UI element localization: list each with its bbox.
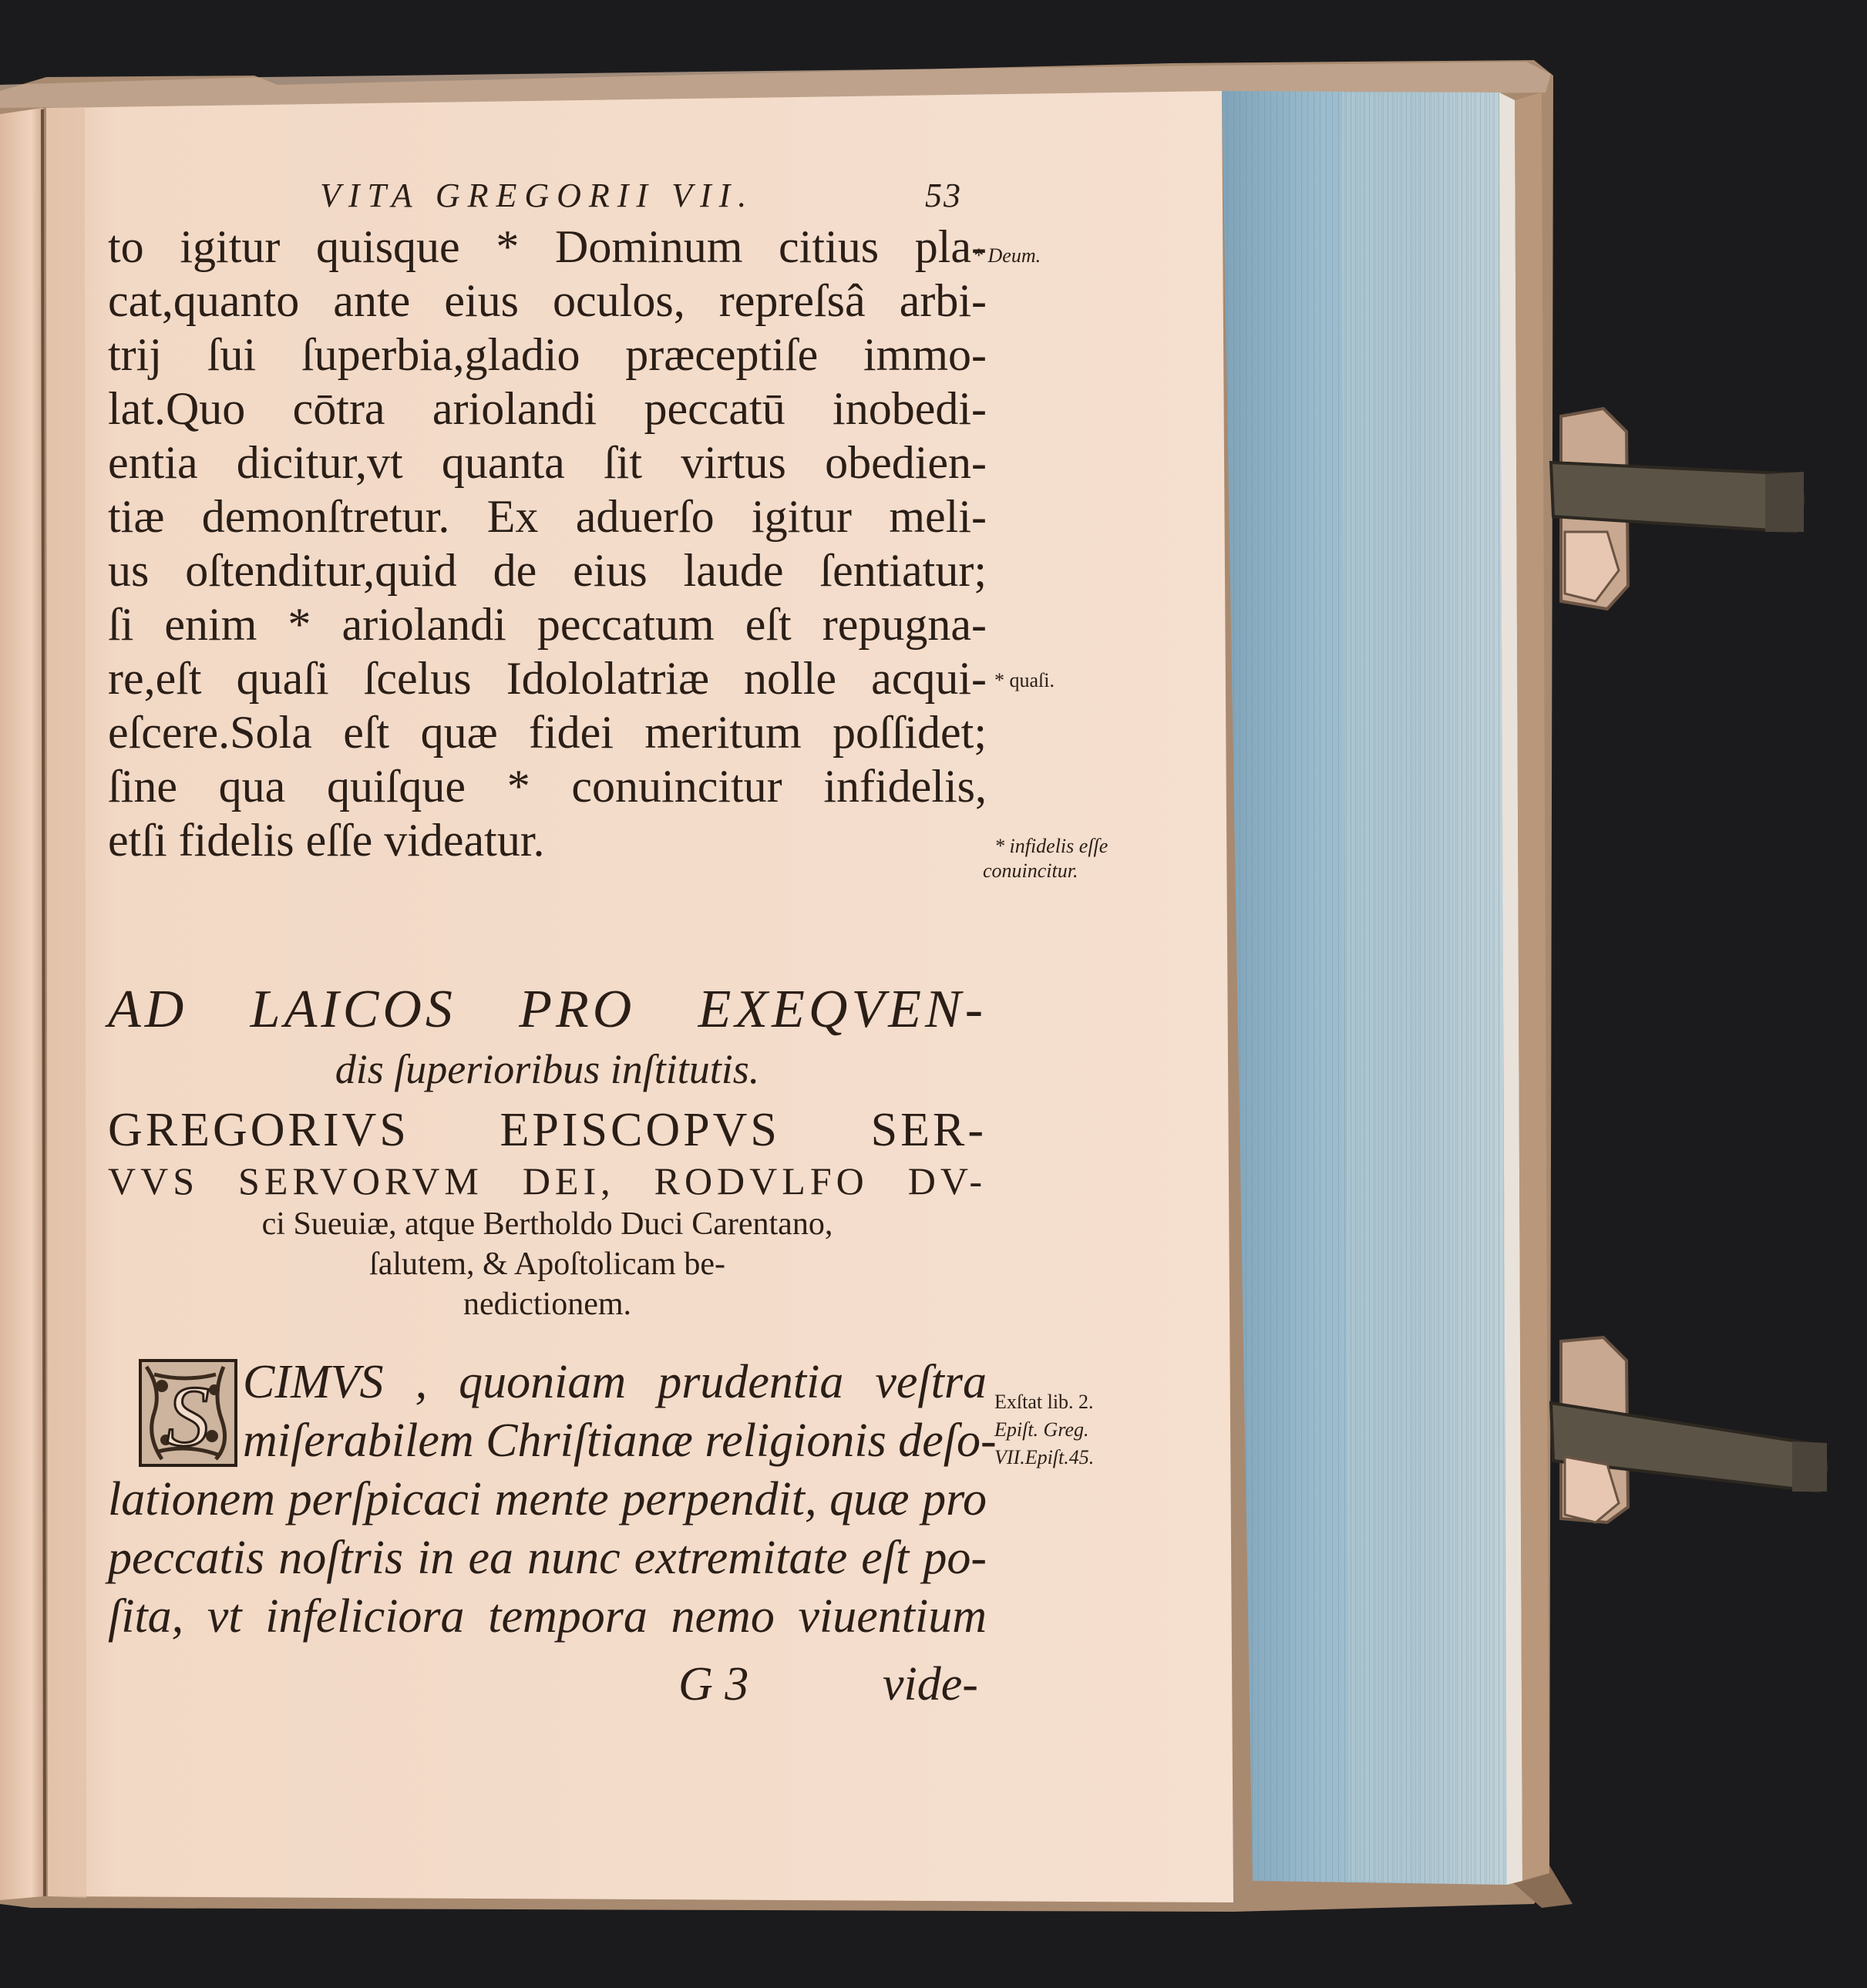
drop-cap-letter: S [167,1369,210,1465]
text-line: us oſtenditur,quid de eius laude ſentiatur; [108,545,987,596]
margin-note-epist: Epiſt. Greg. [994,1418,1089,1441]
heading-line-1: AD LAICOS PRO EXEQVEN- [108,980,987,1039]
page-number: 53 [925,177,962,214]
text-line: entia dicitur,vt quanta ſit virtus obedien- [108,437,987,488]
text-line: etſi fidelis eſſe videatur. [108,815,545,866]
margin-note-infidelis: * infidelis eſſe [994,835,1108,857]
salutation [108,1102,987,1324]
text-line: tiæ demonſtretur. Ex aduerſo igitur meli- [108,491,987,542]
text-line: re,eſt quaſi ſcelus Idololatriæ nolle acqui- [108,653,987,704]
text-line: ſine qua quiſque * conuincitur infidelis, [108,761,987,812]
running-head [220,176,1006,222]
left-page [0,108,45,1900]
salutation-line-4: ſalutem, & Apoſtolicam be- [369,1246,725,1282]
margin-note-greg: VII.Epiſt.45. [994,1446,1095,1468]
margin-note-conuincitur: conuincitur. [983,859,1078,882]
text-line: ſi enim * ariolandi peccatum eſt repugna- [108,599,987,650]
letter-text [108,1353,997,1646]
lower-clasp [1551,1337,1827,1522]
running-head-title: VITA GREGORII VII. [320,177,755,214]
letter-line: peccatis noſtris in ea nunc extremitate eſt po- [108,1532,987,1584]
salutation-line-2: VVS SERVORVM DEI, RODVLFO DV- [108,1159,987,1203]
margin-note-quasi: * quaſi. [994,669,1055,691]
letter-line: lationem perſpicaci mente perpendit, quæ pro [108,1473,987,1525]
margin-note-deum: * Deum. [973,244,1041,267]
catchword: vide- [883,1658,978,1710]
text-line: cat,quanto ante eius oculos, repreſsâ arbi- [108,275,987,326]
salutation-line-1: GREGORIVS EPISCOPVS SER- [108,1104,987,1156]
heading-line-2: dis ſuperioribus inſtitutis. [335,1046,760,1092]
margin-note-exstat: Exſtat lib. 2. [994,1391,1094,1413]
text-line: eſcere.Sola eſt quæ fidei meritum poſſidet; [108,707,987,758]
letter-line: ſita, vt infeliciora tempora nemo viuentium [108,1590,987,1643]
text-line: trij ſui ſuperbia,gladio præceptiſe immo- [108,329,987,380]
letter-line: CIMVS , quoniam prudentia veſtra [243,1356,987,1408]
upper-clasp [1551,409,1804,609]
signature-mark: G 3 [678,1658,749,1710]
salutation-line-5: nedictionem. [463,1287,632,1322]
drop-cap-ornament [139,1359,237,1467]
letter-line: miſerabilem Chriſtianæ religionis deſo- [243,1414,997,1467]
text-line: lat.Quo cōtra ariolandi peccatū inobedi- [108,383,987,434]
salutation-line-3: ci Sueuiæ, atque Bertholdo Duci Carentano, [261,1206,833,1242]
section-heading [108,977,987,1096]
text-line: to igitur quisque * Dominum citius pla- [108,221,987,272]
body-text [108,220,987,867]
